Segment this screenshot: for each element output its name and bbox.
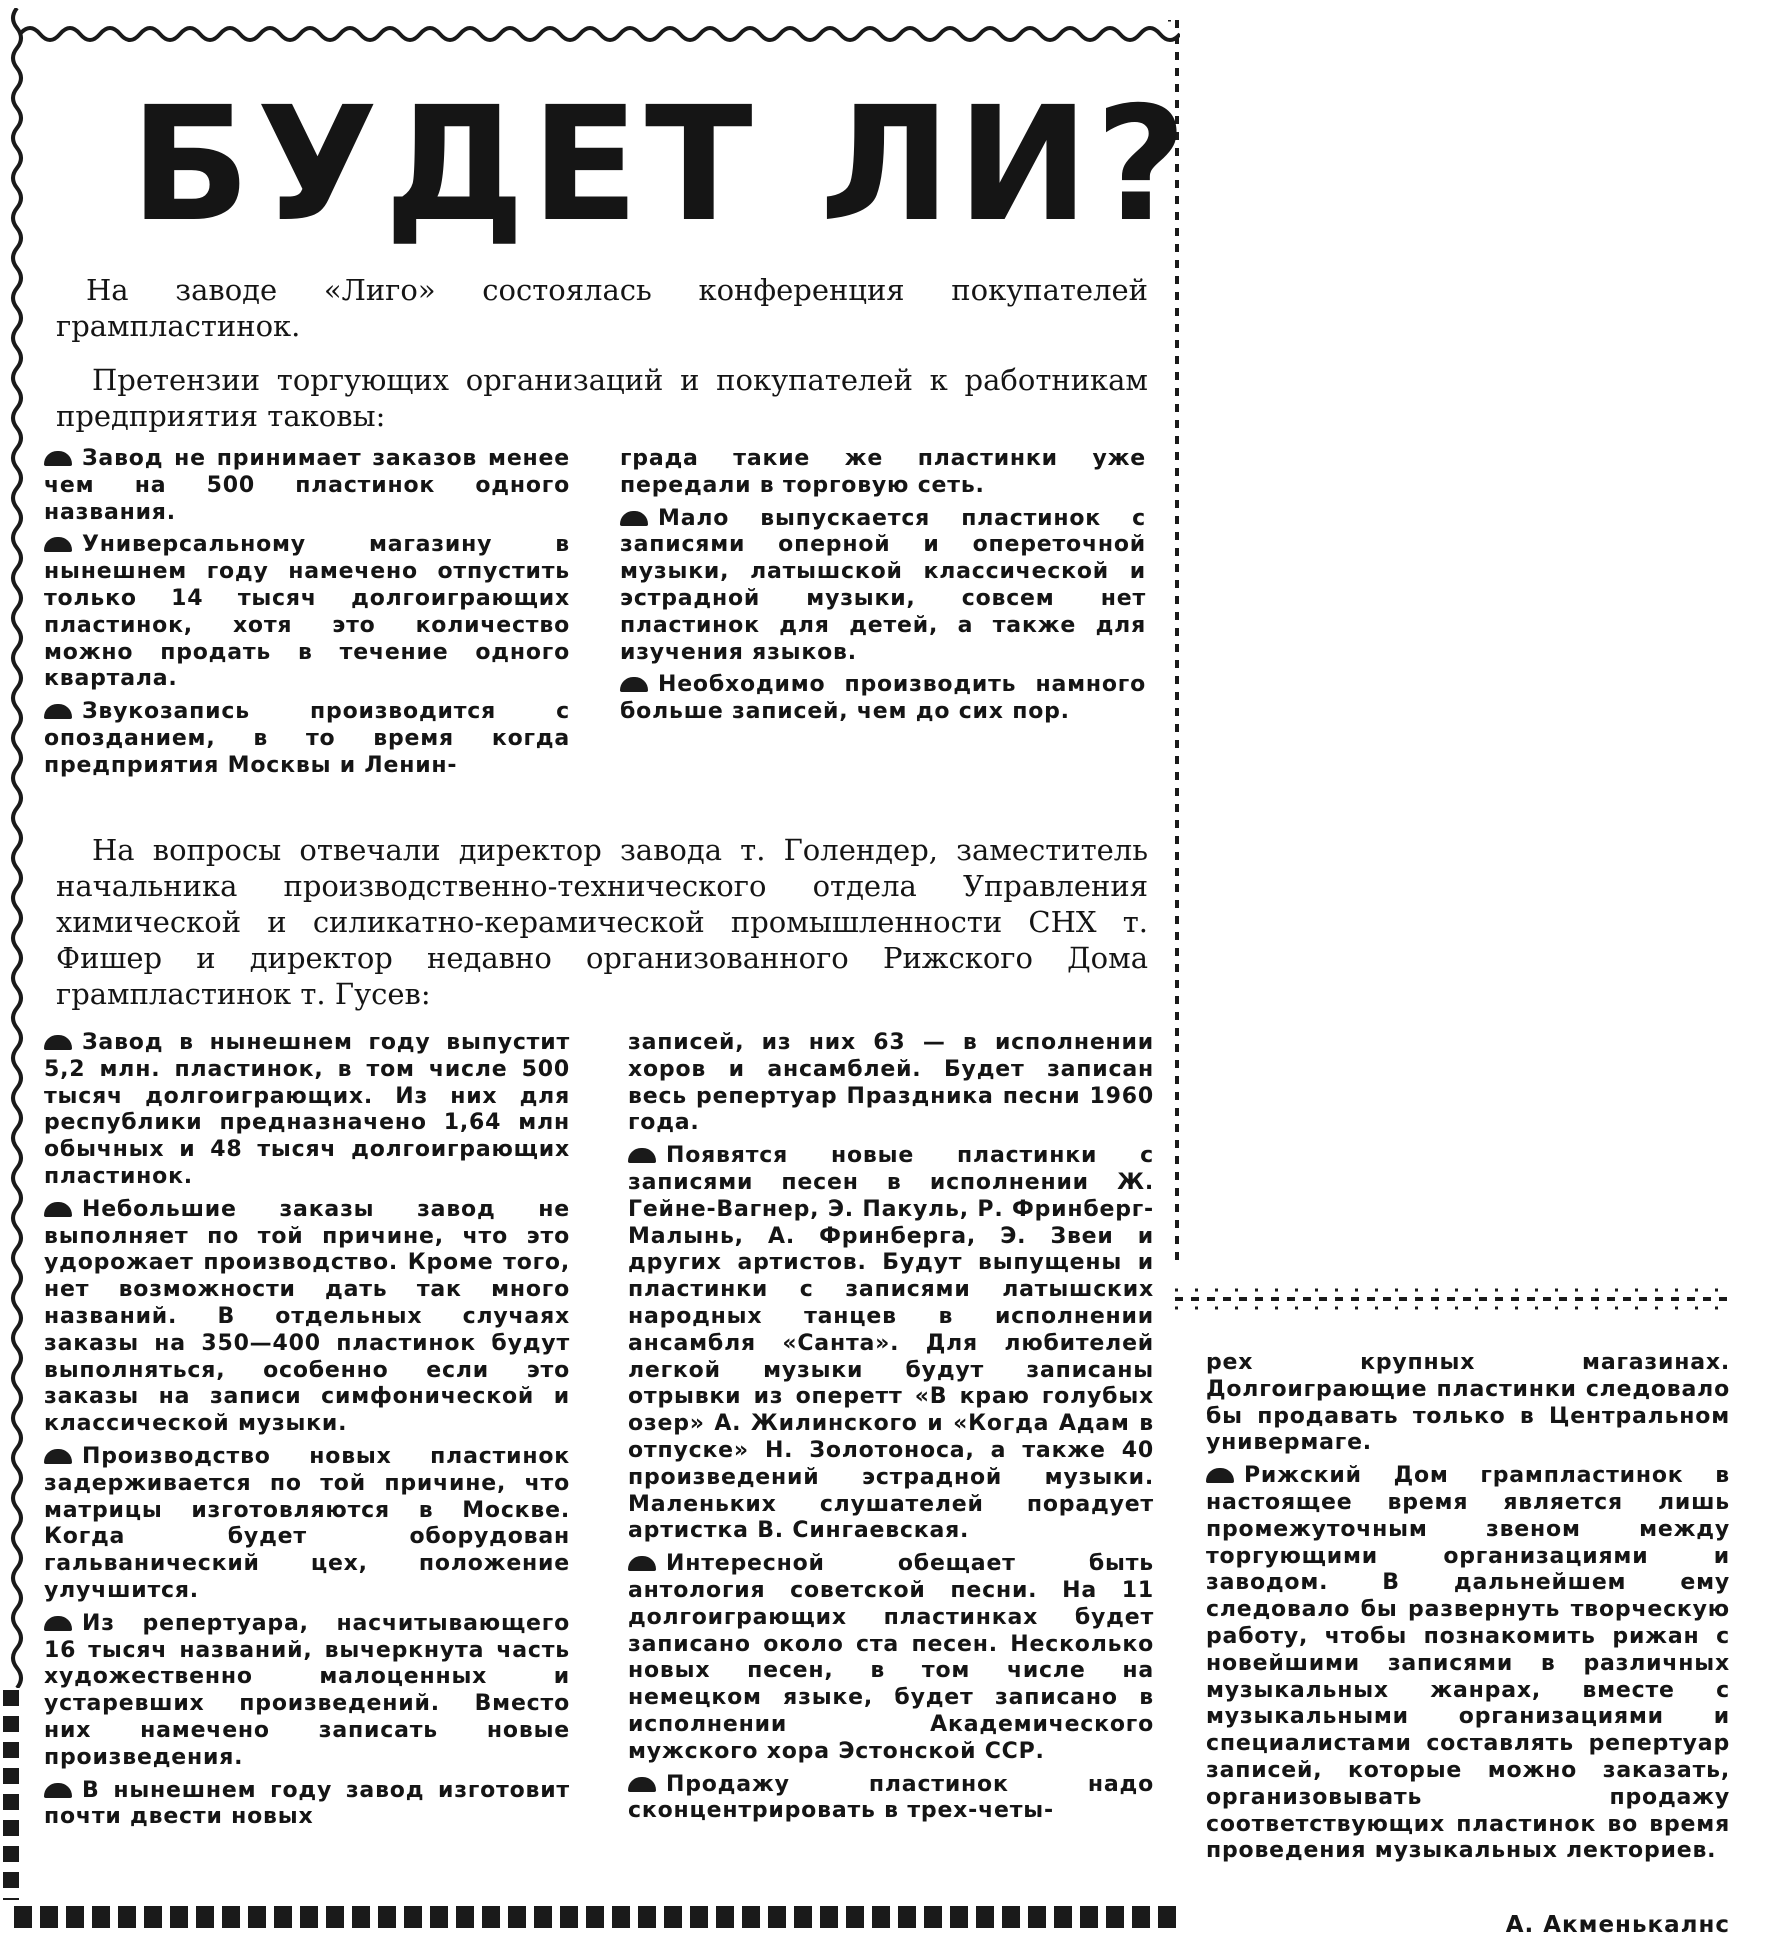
wavy-border-left <box>8 8 26 1688</box>
claims-intro-paragraph: Претензии торгующих организаций и покупателей к работникам предприятия таковы: <box>56 363 1148 433</box>
headline: БУДЕТ ЛИ? <box>130 73 1193 257</box>
author-signature: А. Акменькалнс <box>1505 1912 1730 1938</box>
bullet-icon <box>628 1777 656 1792</box>
bullet-icon <box>44 1202 72 1217</box>
answer-item: Из репертуара, насчитывающего 16 тысяч названий, вычеркнута часть художественно малоценных и устаревших произведений. Вместо них намечено записать новые произведения. <box>44 1610 570 1770</box>
answers-intro-paragraph: На вопросы отвечали директор завода т. Голендер, заместитель начальника производственно-технического отдела Управления химической и силикатно-керамической промышленности СНХ т. Фишер и директор недавно организованного Рижского Дома грампластинок т. Гусев: <box>56 833 1148 1011</box>
bullet-icon <box>620 677 648 692</box>
claims-left-column <box>44 446 570 786</box>
wavy-border-top <box>20 20 1180 48</box>
bullet-icon <box>44 704 72 719</box>
answers-column-3 <box>1206 1350 1730 1871</box>
claim-item: Универсальному магазину в нынешнем году намечено отпустить только 14 тысяч долгоиграющих пластинок, хотя это количество можно продать в течение одного квартала. <box>44 532 570 692</box>
answers-column-1 <box>44 1030 570 1837</box>
answer-item: Производство новых пластинок задерживается по той причине, что матрицы изготовляются в Москве. Когда будет оборудован гальванический цех, положение улучшится. <box>44 1443 570 1603</box>
bullet-icon <box>620 511 648 526</box>
intro-paragraph: На заводе «Лиго» состоялась конференция покупателей грампластинок. <box>56 273 1148 343</box>
claim-item: Мало выпускается пластинок с записями оперной и опереточной музыки, латышской классической и эстрадной музыки, совсем нет пластинок для детей, а также для изучения языков. <box>620 505 1146 665</box>
answer-item: Рижский Дом грампластинок в настоящее время является лишь промежуточным звеном между торгующими организациями и заводом. В дальнейшем ему следовало бы развернуть творческую работу, чтобы познакомить рижан с новейшими записями в различных музыкальных жанрах, вместе с музыкальными организациями и специалистами составлять репертуар записей, которые можно заказать, организовывать продажу соответствующих пластинок во время проведения музыкальных лекториев. <box>1206 1463 1730 1864</box>
answer-item: Небольшие заказы завод не выполняет по той причине, что это удорожает производство. Кроме того, нет возможности дать так много названий. В отдельных случаях заказы на 350—400 пластинок будут выполняться, особенно если это заказы на записи симфонической и классической музыки. <box>44 1196 570 1437</box>
answer-continuation: рех крупных магазинах. Долгоиграющие пластинки следовало бы продавать только в Центральном универмаге. <box>1206 1350 1730 1456</box>
answer-item: Продажу пластинок надо сконцентрировать в трех-четы- <box>628 1771 1154 1824</box>
claim-item: Завод не принимает заказов менее чем на 500 пластинок одного названия. <box>44 446 570 525</box>
bullet-icon <box>44 1783 72 1798</box>
bullet-icon <box>44 1616 72 1631</box>
bullet-icon <box>628 1148 656 1163</box>
bullet-icon <box>44 451 72 466</box>
answer-item: Завод в нынешнем году выпустит 5,2 млн. пластинок, в том числе 500 тысяч долгоиграющих. Из них для республики предназначено 1,64 млн обычных и 48 тысяч долгоиграющих пластинок. <box>44 1030 570 1189</box>
bullet-icon <box>1206 1468 1234 1483</box>
answer-continuation: записей, из них 63 — в исполнении хоров и ансамблей. Будет записан весь репертуар Праздника песни 1960 года. <box>628 1030 1154 1136</box>
claim-continuation: града такие же пластинки уже передали в торговую сеть. <box>620 446 1146 498</box>
bullet-icon <box>44 537 72 552</box>
bullet-icon <box>44 1035 72 1050</box>
answer-item: В нынешнем году завод изготовит почти двести новых <box>44 1777 570 1830</box>
claim-item: Необходимо производить намного больше записей, чем до сих пор. <box>620 672 1146 725</box>
bullet-icon <box>628 1556 656 1571</box>
dotted-border-middle <box>1175 1284 1735 1314</box>
answer-item: Появятся новые пластинки с записями песен в исполнении Ж. Гейне-Вагнер, Э. Пакуль, Р. Фринберг-Малынь, А. Фринберга, Э. Звеи и других артистов. Будут выпущены и пластинки с записями латышских народных танцев в исполнении ансамбля «Санта». Для любителей легкой музыки будут записаны отрывки из оперетт «В краю голубых озер» А. Жилинского и «Когда Адам в отпуске» Н. Золотоноса, а также 40 произведений эстрадной музыки. Маленьких слушателей порадует артистка В. Сингаевская. <box>628 1143 1154 1544</box>
answer-item: Интересной обещает быть антология советской песни. На 11 долгоиграющих пластинках будет записано около ста песен. Несколько новых песен, в том числе на немецком языке, будет записано в исполнении Академического мужского хора Эстонской ССР. <box>628 1551 1154 1764</box>
claim-item: Звукозапись производится с опозданием, в то время когда предприятия Москвы и Ленин- <box>44 699 570 778</box>
block-border-bottom <box>14 1902 1180 1932</box>
answers-column-2 <box>628 1030 1154 1831</box>
bullet-icon <box>44 1449 72 1464</box>
claims-right-column <box>620 446 1146 732</box>
block-border-left <box>0 1690 22 1900</box>
